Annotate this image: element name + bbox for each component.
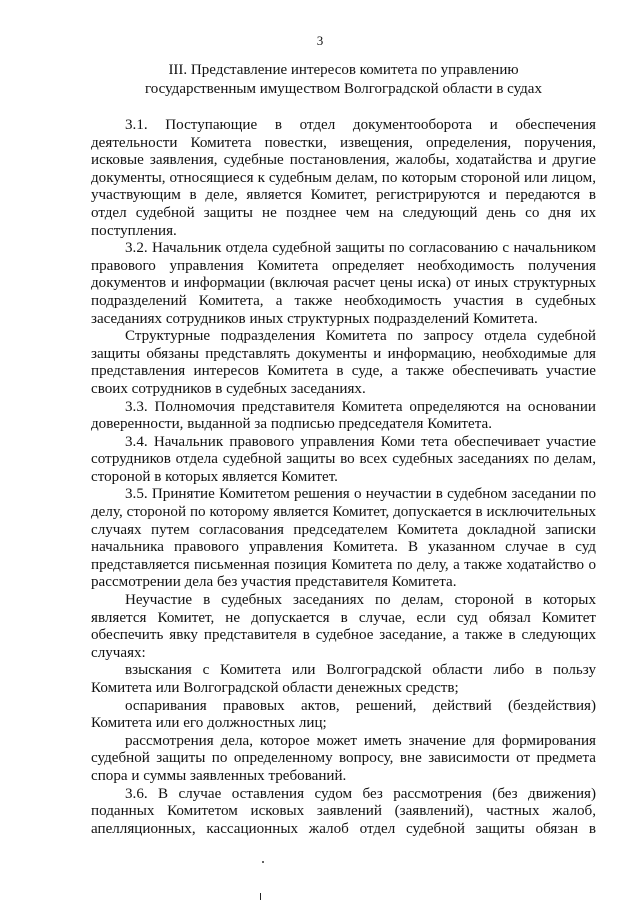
paragraph-3-2: 3.2. Начальник отдела судебной защиты по согласованию с начальником правового управления Комитета определяет необходимость получения документов и информации (включая расчет цены иска) от иных структурных подразделений Комитета, а также необходимость участия в судебных заседаниях сотрудников иных структурных подразделений Комитета.	[91, 240, 596, 327]
paragraph-3-2-structural-units: Структурные подразделения Комитета по запросу отдела судебной защиты обязаны представлять документы и информацию, необходимые для представления интересов Комитета в суде, а также обеспечивать участие своих сотрудников в судебных заседаниях.	[91, 328, 596, 397]
section-heading	[91, 61, 596, 99]
paragraph-3-3: 3.3. Полномочия представителя Комитета определяются на основании доверенности, выданной за подписью председателя Комитета.	[91, 398, 596, 433]
scan-mark	[260, 893, 261, 900]
list-item-recovery: взыскания с Комитета или Волгоградской области либо в пользу Комитета или Волгоградской области денежных средств;	[91, 662, 596, 696]
paragraph-3-5: 3.5. Принятие Комитетом решения о неучастии в судебном заседании по делу, стороной по которому является Комитет, допускается в исключительных случаях путем согласования председателем Комитета докладной записки начальника правового управления Комитета. В указанном случае в суд представляется письменная позиция Комитета по делу, а также ходатайство о рассмотрении дела без участия представителя Комитета.	[91, 486, 596, 591]
paragraph-3-4: 3.4. Начальник правового управления Коми тета обеспечивает участие сотрудников отдела судебной защиты во всех судебных заседаниях по делам, стороной в которых является Комитет.	[91, 433, 596, 485]
paragraph-3-6: 3.6. В случае оставления судом без рассмотрения (без движения) поданных Комитетом исковых заявлений (заявлений), частных жалоб, апелляционных, кассационных жалоб отдел судебной защиты обязан в	[91, 785, 596, 837]
scan-speck	[262, 861, 264, 863]
paragraph-3-1: 3.1. Поступающие в отдел документооборота и обеспечения деятельности Комитета повестки, извещения, определения, поручения, исковые заявления, судебные постановления, жалобы, ходатайства и другие документы, относящиеся к судебным делам, по которым стороной или лицом, участвующим в деле, является Комитет, регистрируются и передаются в отдел судебной защиты не позднее чем на следующий день со дня их поступления.	[91, 117, 596, 239]
document-body	[91, 117, 596, 838]
paragraph-3-5-non-participation: Неучастие в судебных заседаниях по делам, стороной в которых является Комитет, не допускается в случае, если суд обязал Комитет обеспечить явку представителя в судебное заседание, а также в следующих случаях:	[91, 592, 596, 661]
section-heading-line-1: III. Представление интересов комитета по управлению	[168, 62, 519, 78]
page-number: 3	[316, 33, 324, 48]
list-item-challenge: оспаривания правовых актов, решений, действий (бездействия) Комитета или его должностных лиц;	[91, 697, 596, 732]
section-heading-line-2: государственным имуществом Волгоградской области в судах	[145, 81, 542, 97]
list-item-case-review: рассмотрения дела, которое может иметь значение для формирования судебной защиты по определенному вопросу, вне зависимости от предмета спора и суммы заявленных требований.	[91, 732, 596, 784]
